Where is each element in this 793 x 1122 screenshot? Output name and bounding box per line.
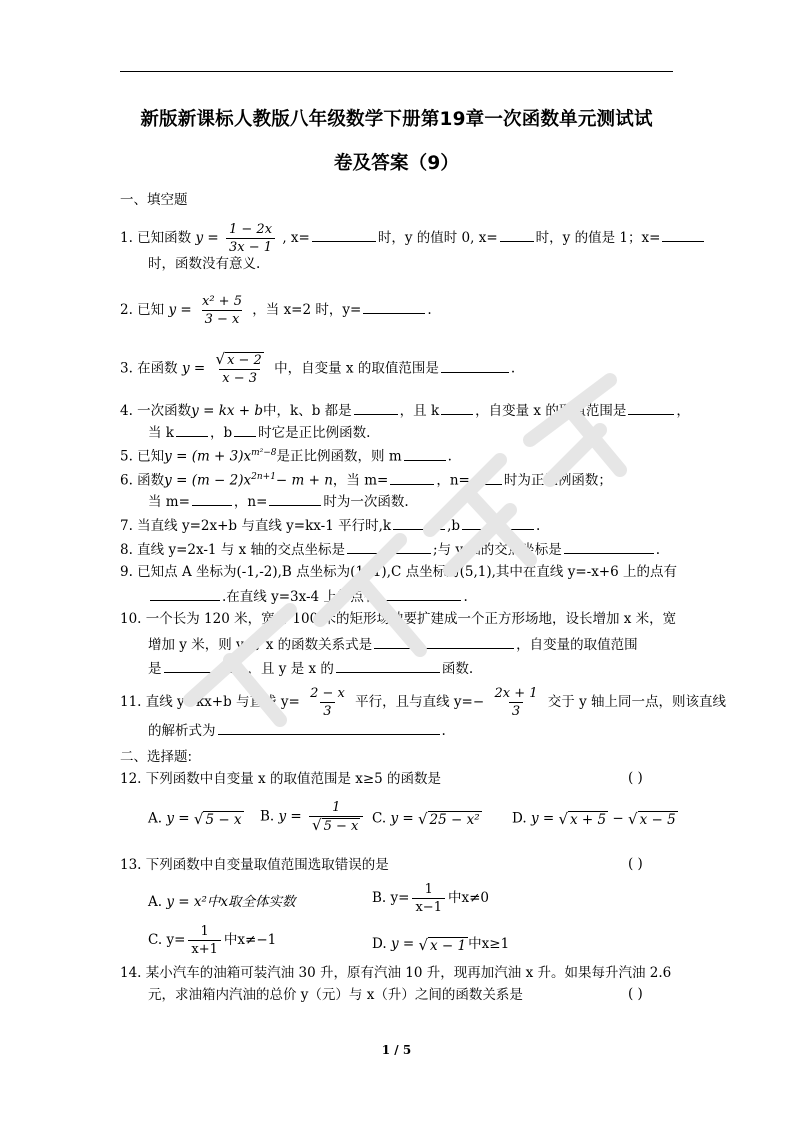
q10-blank-1[interactable]: [374, 634, 514, 649]
q9-blank-1[interactable]: [150, 586, 220, 601]
q12-option-b[interactable]: B. y = $\frac{1}{√ 5 - x}$: [260, 800, 366, 834]
question-3: 3. 在函数 y = $\frac{√ x - 2}{x - 3}$ 中，自变量 x 的取值范围是 .: [120, 350, 516, 386]
q13-option-a[interactable]: A. y = x²中x取全体实数: [148, 894, 296, 910]
q14-answer-paren[interactable]: ( ): [628, 986, 643, 1002]
q1-blank-3[interactable]: [662, 227, 704, 242]
q1-blank-2[interactable]: [500, 227, 534, 242]
section-choice: 二、选择题:: [120, 749, 193, 765]
q4-blank-3[interactable]: [628, 400, 674, 415]
q11-blank[interactable]: [218, 720, 440, 735]
q6-blank-3[interactable]: [192, 491, 232, 506]
q7-blank-1[interactable]: [393, 515, 445, 530]
question-13: 13. 下列函数中自变量取值范围选取错误的是: [120, 857, 389, 873]
question-9: 9. 已知点 A 坐标为(-1,-2),B 点坐标为(1,-1),C 点坐标为(5,1),其中在直线 y=-x+6 上的点有: [120, 564, 677, 580]
q9-blank-2[interactable]: [379, 586, 461, 601]
q8-blank-1[interactable]: [347, 539, 431, 554]
question-4-cont: 当 k ，b 时它是正比例函数.: [148, 422, 370, 442]
q12-answer-paren[interactable]: ( ): [628, 770, 643, 786]
doc-title-line1: 新版新课标人教版八年级数学下册第19章一次函数单元测试试: [140, 109, 653, 130]
question-8: 8. 直线 y=2x-1 与 x 轴的交点坐标是 ;与 y 轴的交点坐标是 .: [120, 539, 660, 559]
q12-option-c[interactable]: C. y = √ 25 − x²: [372, 810, 480, 828]
q4-blank-4[interactable]: [176, 422, 208, 437]
q5-blank[interactable]: [404, 446, 446, 461]
q1-blank-1[interactable]: [312, 227, 376, 242]
question-11-cont: 的解析式为 .: [148, 720, 446, 740]
question-14-cont: 元，求油箱内汽油的总价 y（元）与 x（升）之间的函数关系是: [148, 987, 523, 1003]
doc-title-line2: 卷及答案（9）: [333, 153, 460, 174]
question-6: 6. 函数$y = (m - 2)x^{2n+1}- m + n$，当 m= ，n= 时为正比例函数；: [120, 468, 612, 490]
q3-blank[interactable]: [441, 358, 509, 373]
question-4: 4. 一次函数y = kx + b中，k、b 都是 ，且 k ，自变量 x 的取值范围是 ，: [120, 400, 690, 420]
q12-option-a[interactable]: A. y = √ 5 − x: [148, 810, 242, 828]
question-10-cont2: 是 ，且 y 是 x 的 函数.: [148, 658, 473, 678]
q13-answer-paren[interactable]: ( ): [628, 856, 643, 872]
q11-fraction-1: $\frac{2 - x}{3}$: [310, 686, 345, 719]
q6-blank-4[interactable]: [269, 491, 321, 506]
q11-fraction-2: $\frac{2x + 1}{3}$: [494, 686, 538, 719]
q7-blank-2[interactable]: [462, 515, 534, 530]
q2-fraction: $\frac{\text{x² + 5}}{3 - x}$: [202, 294, 242, 327]
q4-blank-2[interactable]: [441, 400, 473, 415]
question-1-cont: 时，函数没有意义.: [148, 256, 261, 272]
question-6-cont: 当 m= ，n= 时为一次函数.: [148, 491, 409, 511]
q10-blank-2[interactable]: [164, 658, 246, 673]
question-11: 11. 直线 y=kx+b 与直线 y= $\frac{2 - x}{3}$ 平行，且与直线 y=− $\frac{2x + 1}{3}$ 交于 y 轴上同一点，则该直线: [120, 686, 727, 719]
header-rule: [120, 71, 673, 72]
question-14: 14. 某小汽车的油箱可装汽油 30 升，原有汽油 10 升，现再加汽油 x 升。如果每升汽油 2.6: [120, 965, 672, 981]
question-12: 12. 下列函数中自变量 x 的取值范围是 x≥5 的函数是: [120, 771, 442, 787]
q12-option-d[interactable]: D. y = √ x + 5 − √ x − 5: [512, 810, 676, 828]
q8-blank-2[interactable]: [564, 539, 654, 554]
question-1: 1. 已知函数 y = $\frac{1 - 2x}{3x - 1}$ , x= 时，y 的值时 0, x= 时，y 的值是 1；x=: [120, 222, 706, 255]
q13-option-c[interactable]: C. y= $\frac{1}{x+1}$ 中x≠−1: [148, 924, 277, 957]
question-10: 10. 一个长为 120 米，宽为 100 米的矩形场地要扩建成一个正方形场地，设长增加 x 米，宽: [120, 611, 677, 627]
q13-option-d[interactable]: D. y = √ x − 1 中x≥1: [372, 935, 510, 954]
page-number: 1 / 5: [381, 1043, 412, 1057]
q4-blank-5[interactable]: [234, 422, 256, 437]
question-7: 7. 当直线 y=2x+b 与直线 y=kx-1 平行时,k ,b .: [120, 515, 540, 535]
q4-blank-1[interactable]: [354, 400, 398, 415]
question-2: 2. 已知 y = $\frac{\text{x² + 5}}{3 - x}$ ，当 x=2 时，y= .: [120, 294, 432, 327]
q10-blank-3[interactable]: [336, 658, 440, 673]
question-10-cont1: 增加 y 米，则 y 与 x 的函数关系式是 ，自变量的取值范围: [148, 634, 638, 654]
q1-fraction: $\frac{1 - 2x}{3x - 1}$: [226, 222, 275, 255]
question-5: 5. 已知$y = (m + 3)x^{m^2-8}$是正比例函数，则 m .: [120, 444, 452, 466]
q6-blank-2[interactable]: [472, 470, 502, 485]
q2-blank[interactable]: [363, 299, 425, 314]
q13-option-b[interactable]: B. y= $\frac{1}{x-1}$ 中x≠0: [372, 882, 489, 915]
q6-blank-1[interactable]: [390, 470, 434, 485]
section-fill-in: 一、填空题: [120, 192, 188, 208]
q3-fraction: $\frac{√ x - 2}{x - 3}$: [215, 350, 262, 386]
question-9-cont: .在直线 y=3x-4 上的点有 .: [148, 586, 468, 606]
